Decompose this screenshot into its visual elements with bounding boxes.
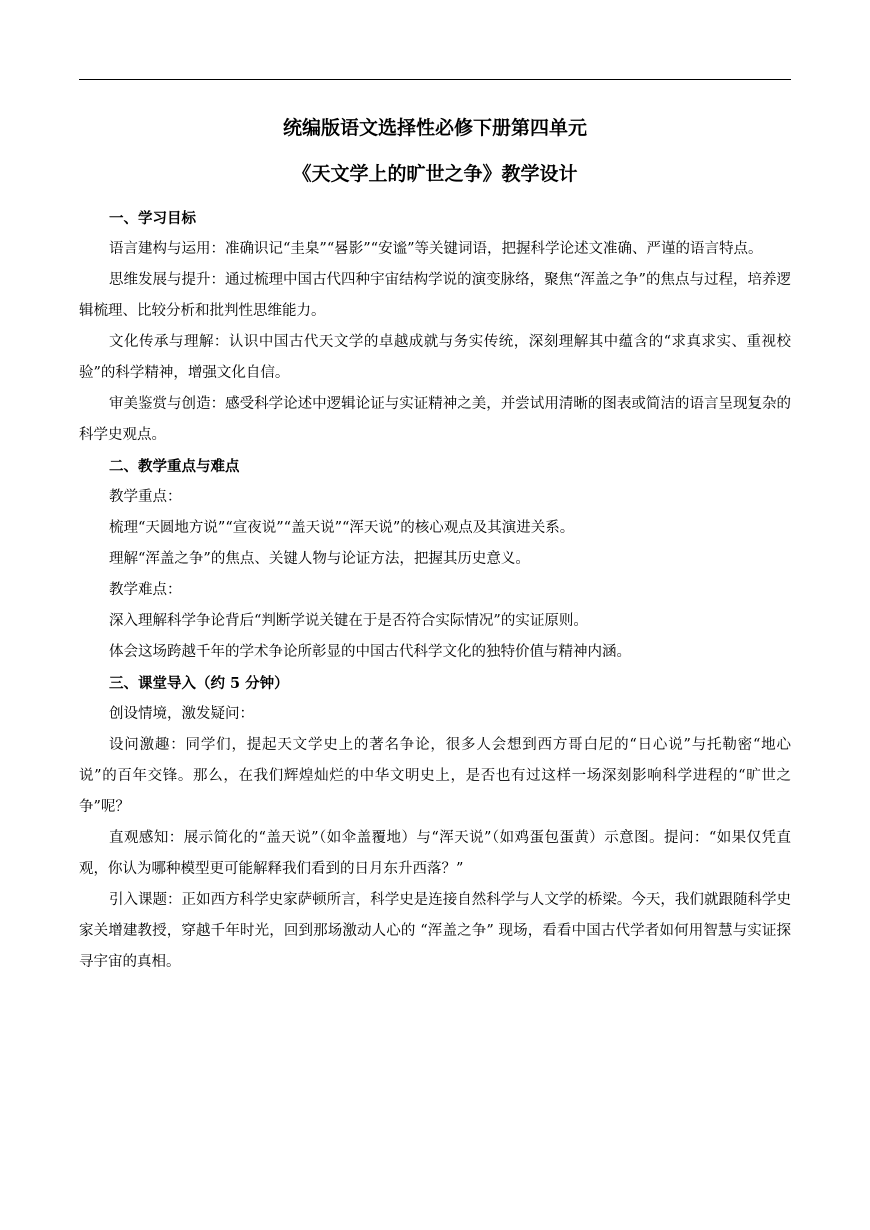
focus-item-1: 梳理“天圆地方说”“宣夜说”“盖天说”“浑天说”的核心观点及其演进关系。: [109, 520, 575, 536]
section-heading-learning-goals: 一、学习目标: [109, 210, 196, 227]
header-rule: [79, 79, 791, 80]
document-title-line2: 《天文学上的旷世之争》教学设计: [292, 163, 578, 185]
label-teaching-difficulty: 教学难点：: [109, 582, 182, 598]
paragraph-visual-perception: 直观感知：展示简化的“盖天说”（如伞盖覆地）与“浑天说”（如鸡蛋包蛋黄）示意图。提问：“如果仅凭直观，你认为哪种模型更可能解释我们看到的日月东升西落？”: [79, 830, 791, 877]
difficulty-item-2: 体会这场跨越千年的学术争论所彰显的中国古代科学文化的独特价值与精神内涵。: [109, 644, 631, 660]
document-body: [79, 203, 791, 978]
paragraph-topic-introduction: 引入课题：正如西方科学史家萨顿所言，科学史是连接自然科学与人文学的桥梁。今天，我们就跟随科学史家关增建教授，穿越千年时光，回到那场激动人心的 “浑盖之争” 现场，看看中国古代学者如何用智慧与实证探寻宇宙的真相。: [79, 892, 791, 970]
section-heading-key-points: 二、教学重点与难点: [109, 458, 240, 475]
paragraph-thinking-development: 思维发展与提升：通过梳理中国古代四种宇宙结构学说的演变脉络，聚焦“浑盖之争”的焦点与过程，培养逻辑梳理、比较分析和批判性思维能力。: [79, 272, 791, 319]
paragraph-question-interest: 设问激趣：同学们，提起天文学史上的著名争论，很多人会想到西方哥白尼的“日心说”与托勒密“地心说”的百年交锋。那么，在我们辉煌灿烂的中华文明史上，是否也有过这样一场深刻影响科学进程的“旷世之争”呢？: [79, 737, 791, 815]
paragraph-language-construction: 语言建构与运用：准确识记“圭臬”“晷影”“安谧”等关键词语，把握科学论述文准确、严谨的语言特点。: [109, 241, 763, 257]
paragraph-aesthetic-appreciation: 审美鉴赏与创造：感受科学论述中逻辑论证与实证精神之美，并尝试用清晰的图表或简洁的语言呈现复杂的科学史观点。: [79, 396, 791, 443]
intro-lead: 创设情境，激发疑问：: [109, 706, 254, 722]
label-teaching-focus: 教学重点：: [109, 489, 182, 505]
section-heading-class-intro: 三、课堂导入（约 5 分钟）: [109, 675, 289, 692]
document-title-line1: 统编版语文选择性必修下册第四单元: [282, 117, 587, 139]
paragraph-cultural-inheritance: 文化传承与理解：认识中国古代天文学的卓越成就与务实传统，深刻理解其中蕴含的“求真求实、重视校验”的科学精神，增强文化自信。: [79, 334, 791, 381]
difficulty-item-1: 深入理解科学争论背后“判断学说关键在于是否符合实际情况”的实证原则。: [109, 613, 588, 629]
focus-item-2: 理解“浑盖之争”的焦点、关键人物与论证方法，把握其历史意义。: [109, 551, 530, 567]
